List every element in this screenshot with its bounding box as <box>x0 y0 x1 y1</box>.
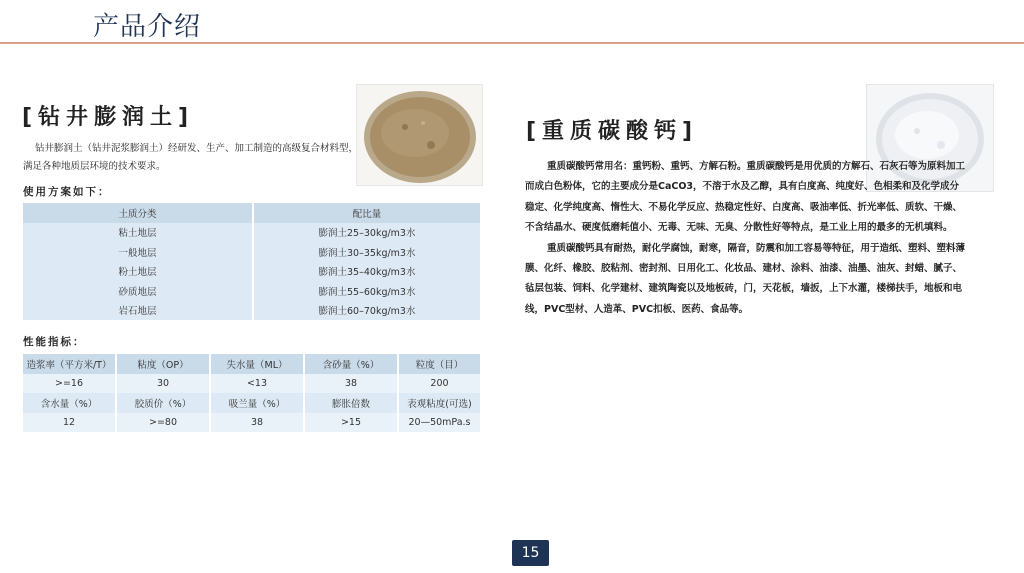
table-header-cell: 土质分类 <box>23 203 253 223</box>
table-row <box>23 223 481 243</box>
page-title: 产品介绍 <box>93 12 202 42</box>
table-cell: 膨润土30–35kg/m3水 <box>253 242 481 262</box>
table-row <box>23 262 481 282</box>
table-cell: 砂质地层 <box>23 281 253 301</box>
table-cell: 粉土地层 <box>23 262 253 282</box>
table-row <box>23 242 481 262</box>
table-header-cell: 含砂量（%） <box>304 354 398 374</box>
table-cell: 12 <box>23 413 116 433</box>
description-paragraph-1: 重质碳酸钙常用名：重钙粉、重钙、方解石粉。重质碳酸钙是用优质的方解石、石灰石等为原料加工而成白色粉体，它的主要成分是CaCO3，不溶于水及乙醇，具有白度高、纯度好、色相柔和及化学成分稳定、化学纯度高、惰性大、不易化学反应、热稳定性好、白度高、吸油率低、折光率低、质软、干燥、不含结晶水、硬度低磨耗值小、无毒、无味、无臭、分散性好等特点，是工业上用的最多的无机填料。 <box>525 161 966 234</box>
table-row <box>23 374 481 394</box>
header-bar <box>0 0 1024 42</box>
table-header-cell: 表观粘度(可选) <box>398 393 481 413</box>
bentonite-section-title: [钻井膨润土] <box>22 105 195 130</box>
table-cell: 38 <box>304 374 398 394</box>
table-row <box>23 281 481 301</box>
table-header-row <box>23 203 481 223</box>
table-cell: 岩石地层 <box>23 301 253 321</box>
table-cell: 膨润土25–30kg/m3水 <box>253 223 481 243</box>
page-number-badge: 15 <box>512 540 549 566</box>
description-paragraph-2: 重质碳酸钙具有耐热，耐化学腐蚀，耐寒，隔音，防震和加工容易等特征，用于造纸、塑料、塑料薄膜、化纤、橡胶、胶粘剂、密封剂、日用化工、化妆品、建材、涂料、油漆、油墨、油灰、封蜡、腻子、毡层包装、饲料、化学建材、建筑陶瓷以及地板砖，门，天花板，墙扳，上下水灌，楼梯扶手，地板和电线，PVC型材、人造革、PVC扣板、医药、食品等。 <box>525 242 966 315</box>
table-header-cell: 造浆率（平方米/T） <box>23 354 116 374</box>
bentonite-photo <box>356 84 483 186</box>
table-cell: 膨润土60–70kg/m3水 <box>253 301 481 321</box>
table-cell: >15 <box>304 413 398 433</box>
table-header-row <box>23 354 481 374</box>
table-row <box>23 413 481 433</box>
table-row <box>23 301 481 321</box>
table-header-cell: 吸兰量（%） <box>210 393 304 413</box>
table-cell: >=16 <box>23 374 116 394</box>
table-header-cell: 粒度（目） <box>398 354 481 374</box>
table-header-row <box>23 393 481 413</box>
performance-table <box>23 354 482 432</box>
table-cell: 膨润土55–60kg/m3水 <box>253 281 481 301</box>
usage-table <box>23 203 482 320</box>
table-cell: 38 <box>210 413 304 433</box>
table-cell: 200 <box>398 374 481 394</box>
performance-heading: 性能指标： <box>23 336 86 348</box>
usage-heading: 使用方案如下： <box>23 186 111 198</box>
table-header-cell: 粘度（OP） <box>116 354 210 374</box>
table-cell: 30 <box>116 374 210 394</box>
table-cell: 20—50mPa.s <box>398 413 481 433</box>
table-cell: 一般地层 <box>23 242 253 262</box>
table-cell: >=80 <box>116 413 210 433</box>
table-header-cell: 膨胀倍数 <box>304 393 398 413</box>
table-header-cell: 失水量（ML） <box>210 354 304 374</box>
bentonite-intro <box>23 140 363 176</box>
bentonite-intro-text: 钻井膨润土（钻井泥浆膨润土）经研发、生产、加工制造的高级复合材料型，满足各种地质层环境的技术要求。 <box>23 143 359 172</box>
table-cell: 膨润土35–40kg/m3水 <box>253 262 481 282</box>
table-header-cell: 配比量 <box>253 203 481 223</box>
table-cell: 粘土地层 <box>23 223 253 243</box>
calcium-carbonate-section-title: [重质碳酸钙] <box>526 119 699 144</box>
header-divider <box>0 42 1024 44</box>
calcium-carbonate-description <box>525 157 967 320</box>
table-cell: <13 <box>210 374 304 394</box>
table-header-cell: 胶质价（%） <box>116 393 210 413</box>
table-header-cell: 含水量（%） <box>23 393 116 413</box>
